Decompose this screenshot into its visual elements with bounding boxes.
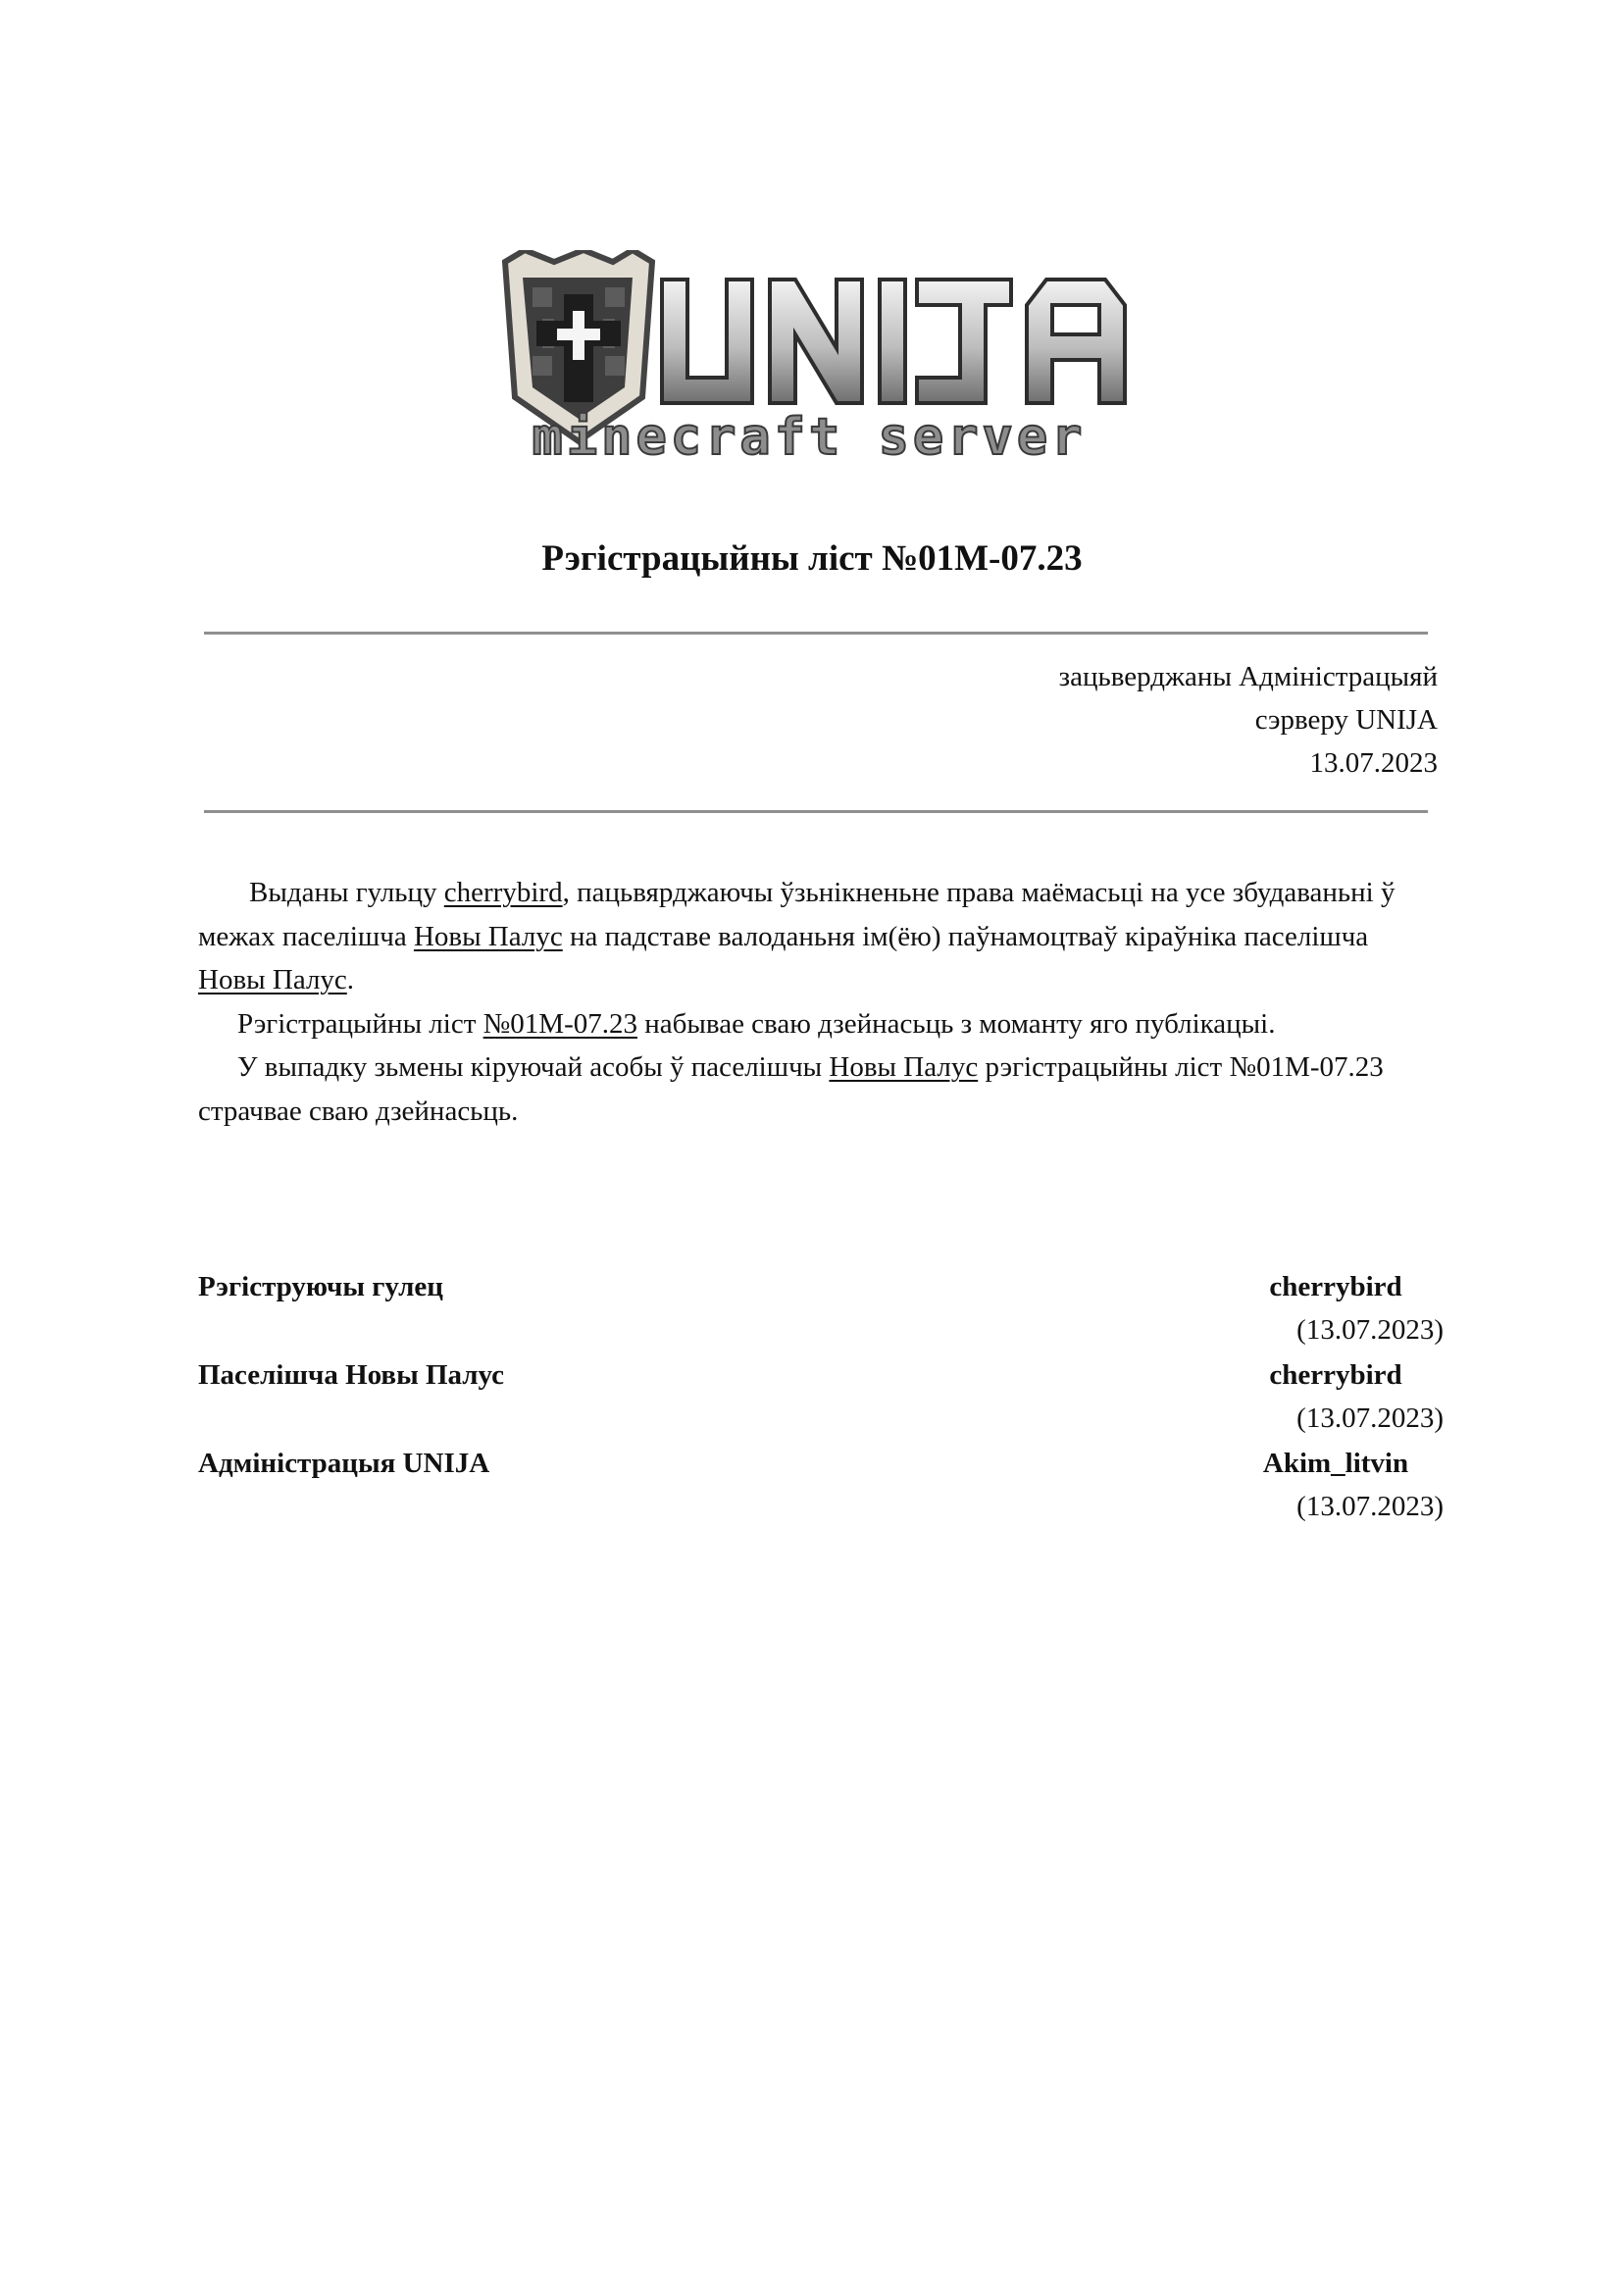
approval-line-2: сэрверу UNIJA xyxy=(1254,704,1438,736)
signature-name: cherrybird xyxy=(1269,1271,1402,1302)
signature-date: (13.07.2023) xyxy=(1296,1491,1444,1522)
signature-name: cherrybird xyxy=(1269,1359,1402,1391)
unija-logo xyxy=(485,250,1152,461)
signature-name: Akim_litvin xyxy=(1262,1448,1409,1479)
signature-label: Рэгіструючы гулец xyxy=(198,1271,444,1302)
paragraph-2: Рэгістрацыйны ліст №01М-07.23 набывае сваю дзейнасьць з моманту яго публікацыі. xyxy=(237,1007,1276,1040)
document-number: №01М-07.23 xyxy=(482,1007,637,1040)
signature-date: (13.07.2023) xyxy=(1296,1402,1444,1434)
approval-date: 13.07.2023 xyxy=(1309,747,1438,779)
divider-top xyxy=(204,632,1428,635)
paragraph-1: Выданы гульцу cherrybird, пацьвярджаючы ўзьнікненьне права маёмасьці на усе збудаваньні ў межах паселішча Новы Палус на падставе валоданьня ім(ёю) паўнамоцтваў кіраўніка паселішча Новы Палус. xyxy=(198,877,1396,995)
document-title: Рэгістрацыйны ліст №01М-07.23 xyxy=(541,538,1083,579)
settlement-name: Новы Палус xyxy=(198,964,347,995)
document-body xyxy=(198,871,1428,1133)
settlement-name: Новы Палус xyxy=(413,920,563,952)
signature-label: Паселішча Новы Палус xyxy=(198,1359,505,1391)
approval-line-1: зацьверджаны Адміністрацыяй xyxy=(1058,661,1438,692)
signature-date: (13.07.2023) xyxy=(1296,1314,1444,1346)
settlement-name: Новы Палус xyxy=(829,1051,979,1083)
approval-block xyxy=(1059,655,1438,785)
logo-subtext: minecraft server xyxy=(532,408,1087,461)
paragraph-3: У выпадку зьмены кіруючай асобы ў паселішчы Новы Палус рэгістрацыйны ліст №01М-07.23 страчвае сваю дзейнасьць. xyxy=(198,1051,1384,1127)
signature-label: Адміністрацыя UNIJA xyxy=(198,1448,490,1479)
player-name: cherrybird xyxy=(443,877,563,908)
divider-bottom xyxy=(204,810,1428,813)
